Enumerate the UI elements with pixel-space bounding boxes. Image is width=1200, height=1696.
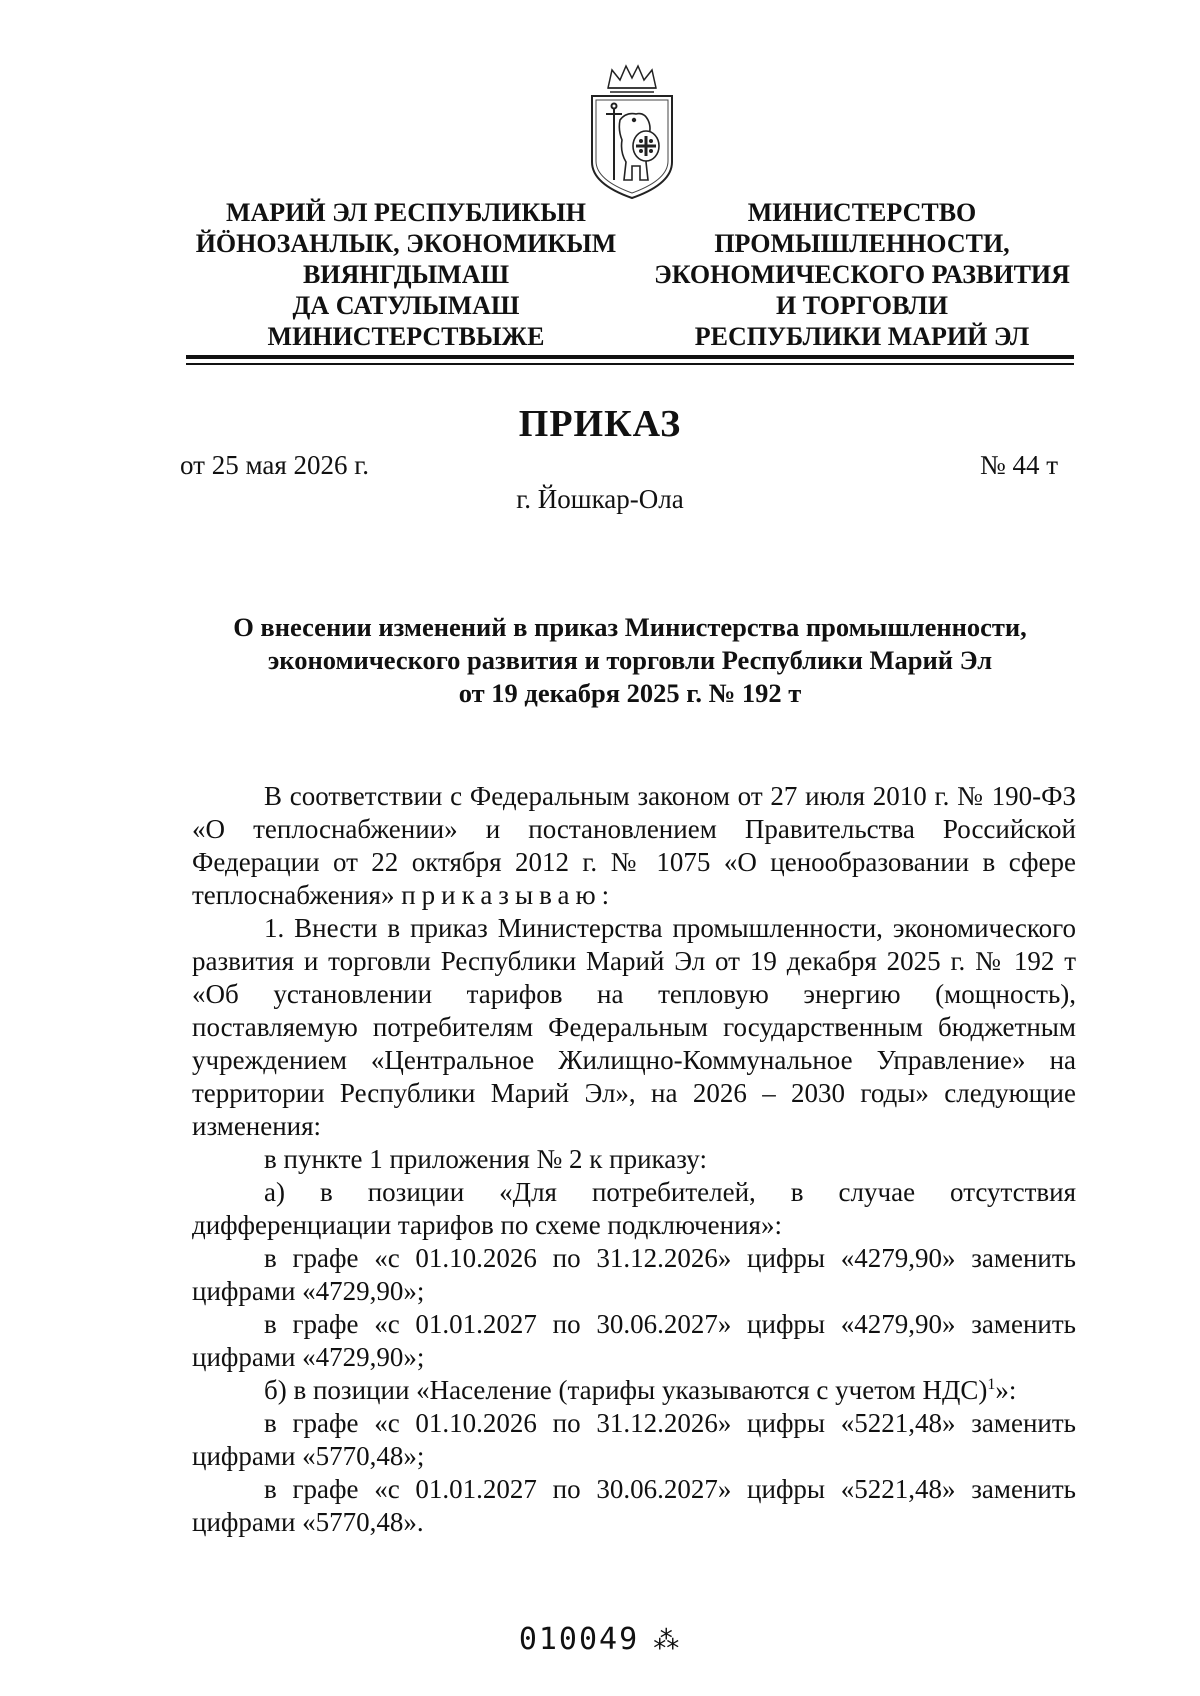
order-number: № 44 т — [980, 450, 1059, 480]
paragraph-3: а) в позиции «Для потребителей, в случае отсутствия дифференциации тарифов по схеме подключения»: — [192, 1177, 1076, 1240]
paragraph-1: 1. Внести в приказ Министерства промышленности, экономического развития и торговли Республики Марий Эл от 19 декабря 2025 г. № 192 т «Об установлении тарифов на тепловую энергию (мощность), поставляемую потребителям Федеральным государственным бюджетным учреждением «Центральное Жилищно-Коммунальное Управление» на территории Республики Марий Эл», на 2026 – 2030 годы» следующие изменения: — [192, 913, 1076, 1141]
header-left-line: ВИЯНГДЫМАШ — [302, 260, 510, 289]
paragraph-2: в пункте 1 приложения № 2 к приказу: — [264, 1144, 707, 1174]
ministry-name-mari — [186, 197, 626, 352]
order-date: от 25 мая 2026 г. — [180, 450, 370, 480]
header-left-line: МИНИСТЕРСТВЫЖЕ — [267, 322, 545, 351]
header-right-line: ПРОМЫШЛЕННОСТИ, — [714, 229, 1010, 258]
subject-line: от 19 декабря 2025 г. № 192 т — [458, 678, 802, 708]
order-subject — [150, 611, 1110, 710]
paragraph-6-text: б) в позиции «Население (тарифы указываются с учетом НДС) — [264, 1375, 988, 1405]
order-city: г. Йошкар-Ола — [516, 484, 684, 514]
paragraph-8: в графе «с 01.01.2027 по 30.06.2027» цифры «5221,48» заменить цифрами «5770,48». — [192, 1474, 1076, 1537]
paragraph-5: в графе «с 01.01.2027 по 30.06.2027» цифры «4279,90» заменить цифрами «4729,90»; — [192, 1309, 1076, 1372]
header-divider-thin — [186, 363, 1074, 365]
header-right-line: РЕСПУБЛИКИ МАРИЙ ЭЛ — [694, 322, 1030, 351]
intro-paragraph — [192, 780, 1076, 912]
crown-icon — [608, 66, 656, 92]
paragraph-4: в графе «с 01.10.2026 по 31.12.2026» цифры «4279,90» заменить цифрами «4729,90»; — [192, 1243, 1076, 1306]
mari-cross-icon — [633, 131, 659, 161]
paragraph-7: в графе «с 01.10.2026 по 31.12.2026» цифры «5221,48» заменить цифрами «5770,48»; — [192, 1408, 1076, 1471]
header-left-line: ДА САТУЛЫМАШ — [292, 291, 520, 320]
header-right-line: ЭКОНОМИЧЕСКОГО РАЗВИТИЯ — [654, 260, 1070, 289]
order-title: ПРИКАЗ — [518, 403, 682, 445]
intro-text: В соответствии с Федеральным законом от 27 июля 2010 г. № 190-ФЗ «О теплоснабжении» и постановлением Правительства Российской Федерации от 22 октября 2012 г. № 1075 «О ценообразовании в сфере теплоснабжения» — [192, 781, 1076, 910]
serial-mark-icon: ⁂ — [653, 1626, 682, 1656]
serial-number — [0, 1622, 1200, 1657]
subject-line: О внесении изменений в приказ Министерства промышленности, — [233, 612, 1027, 642]
shield-icon — [592, 96, 672, 198]
paragraph-6-end: »: — [995, 1375, 1017, 1405]
header-divider-thick — [186, 355, 1074, 359]
footnote-marker: 1 — [987, 1376, 996, 1393]
serial-digits: 010049 — [518, 1622, 640, 1657]
order-word: приказываю: — [401, 880, 616, 910]
header-right-line: И ТОРГОВЛИ — [776, 291, 948, 320]
header-left-line: МАРИЙ ЭЛ РЕСПУБЛИКЫН — [225, 198, 587, 227]
header-right-line: МИНИСТЕРСТВО — [747, 198, 977, 227]
ministry-name-russian — [652, 197, 1072, 352]
paragraph-6 — [192, 1374, 1076, 1407]
coat-of-arms-emblem — [586, 62, 678, 200]
subject-line: экономического развития и торговли Республики Марий Эл — [267, 645, 993, 675]
order-body — [192, 780, 1076, 1539]
header-left-line: ЙӦНОЗАНЛЫК, ЭКОНОМИКЫМ — [195, 229, 617, 258]
